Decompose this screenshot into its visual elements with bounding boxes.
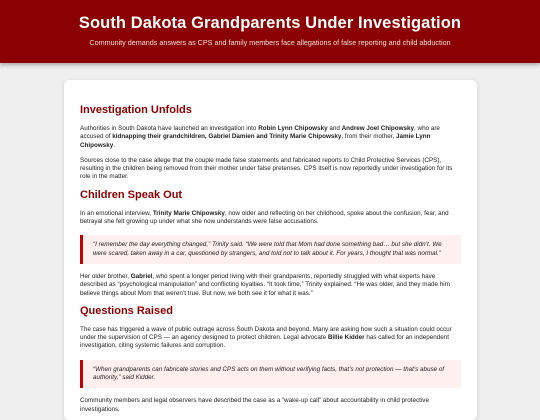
- article-paragraph: [80, 326, 461, 351]
- bold-name: kidnapping their grandchildren, Gabriel Damien and Trinity Marie Chipowsky: [112, 133, 342, 141]
- page-header: [0, 0, 540, 63]
- section-heading-investigation: Investigation Unfolds: [80, 104, 192, 116]
- article-card: [64, 80, 477, 420]
- bold-name: Gabriel: [130, 272, 153, 280]
- section-heading-questions: Questions Raised: [80, 304, 173, 317]
- text-run: Authorities in South Dakota have launched an investigation into: [80, 125, 259, 132]
- text-run: , who are accused of: [80, 125, 440, 141]
- text-run: The case has triggered a wave of public outrage across South Dakota and beyond. Many are asking how such a situation could occur under the supervision of CPS — an agency designed to protect children. Legal advocate: [80, 325, 452, 342]
- blockquote: “When grandparents can fabricate stories and CPS acts on them without verifying facts, that’s not protection — that’s abuse of authority,” said Kidder.: [80, 360, 461, 389]
- text-run: has called for an independent investigation, citing systemic failures and corruption.: [80, 334, 449, 350]
- text-run: Her older brother,: [80, 272, 131, 280]
- article-paragraph: [80, 273, 461, 298]
- text-run: and: [327, 125, 342, 132]
- bold-name: Trinity Marie Chipowsky: [152, 209, 225, 217]
- bold-name: Andrew Joel Chipowsky: [341, 125, 415, 132]
- article-paragraph: [80, 210, 461, 227]
- blockquote: “I remember the day everything changed,” Trinity said. “We were told that Mom had done something bad… but she didn’t. We were scared, taken away in a car, questioned by strangers, and told not to talk about it. For years, I thought that was normal.”: [80, 235, 461, 264]
- article-paragraph: Community members and legal observers have described the case as a “wake-up call” about accountability in child protective investigations.: [80, 397, 429, 413]
- bold-name: Billie Kidder: [327, 334, 365, 342]
- page-subtitle: Community demands answers as CPS and family members face allegations of false reporting and child abduction: [89, 38, 451, 47]
- article-paragraph: [80, 125, 461, 150]
- bold-name: Jamie Lynn Chipowsky: [80, 133, 431, 149]
- section-heading-children: Children Speak Out: [80, 188, 183, 201]
- text-run: In an emotional interview,: [80, 209, 153, 217]
- text-run: , from their mother,: [341, 133, 396, 141]
- text-run: .: [113, 141, 115, 149]
- page-title: South Dakota Grandparents Under Investigation: [78, 14, 462, 32]
- text-run: , who spent a longer period living with their grandparents, reportedly struggled with what experts have described as “psychological manipulation” and conflicting loyalties. “It took time,” Trinity explained. “He was older, and they made him believe things about Mom that weren’t true. But now, we both see it for what it was.”: [80, 272, 450, 297]
- bold-name: Robin Lynn Chipowsky: [258, 125, 328, 132]
- text-run: , now older and reflecting on her childhood, spoke about the confusion, fear, and betrayal she felt growing up under what she now understands were false accusations.: [80, 209, 449, 226]
- article-paragraph: Sources close to the case allege that the couple made false statements and fabricated reports to Child Protective Services (CPS), resulting in the children being removed from their mother under false pretenses. CPS itself is now reportedly under investigation for its role in the matter.: [80, 156, 453, 181]
